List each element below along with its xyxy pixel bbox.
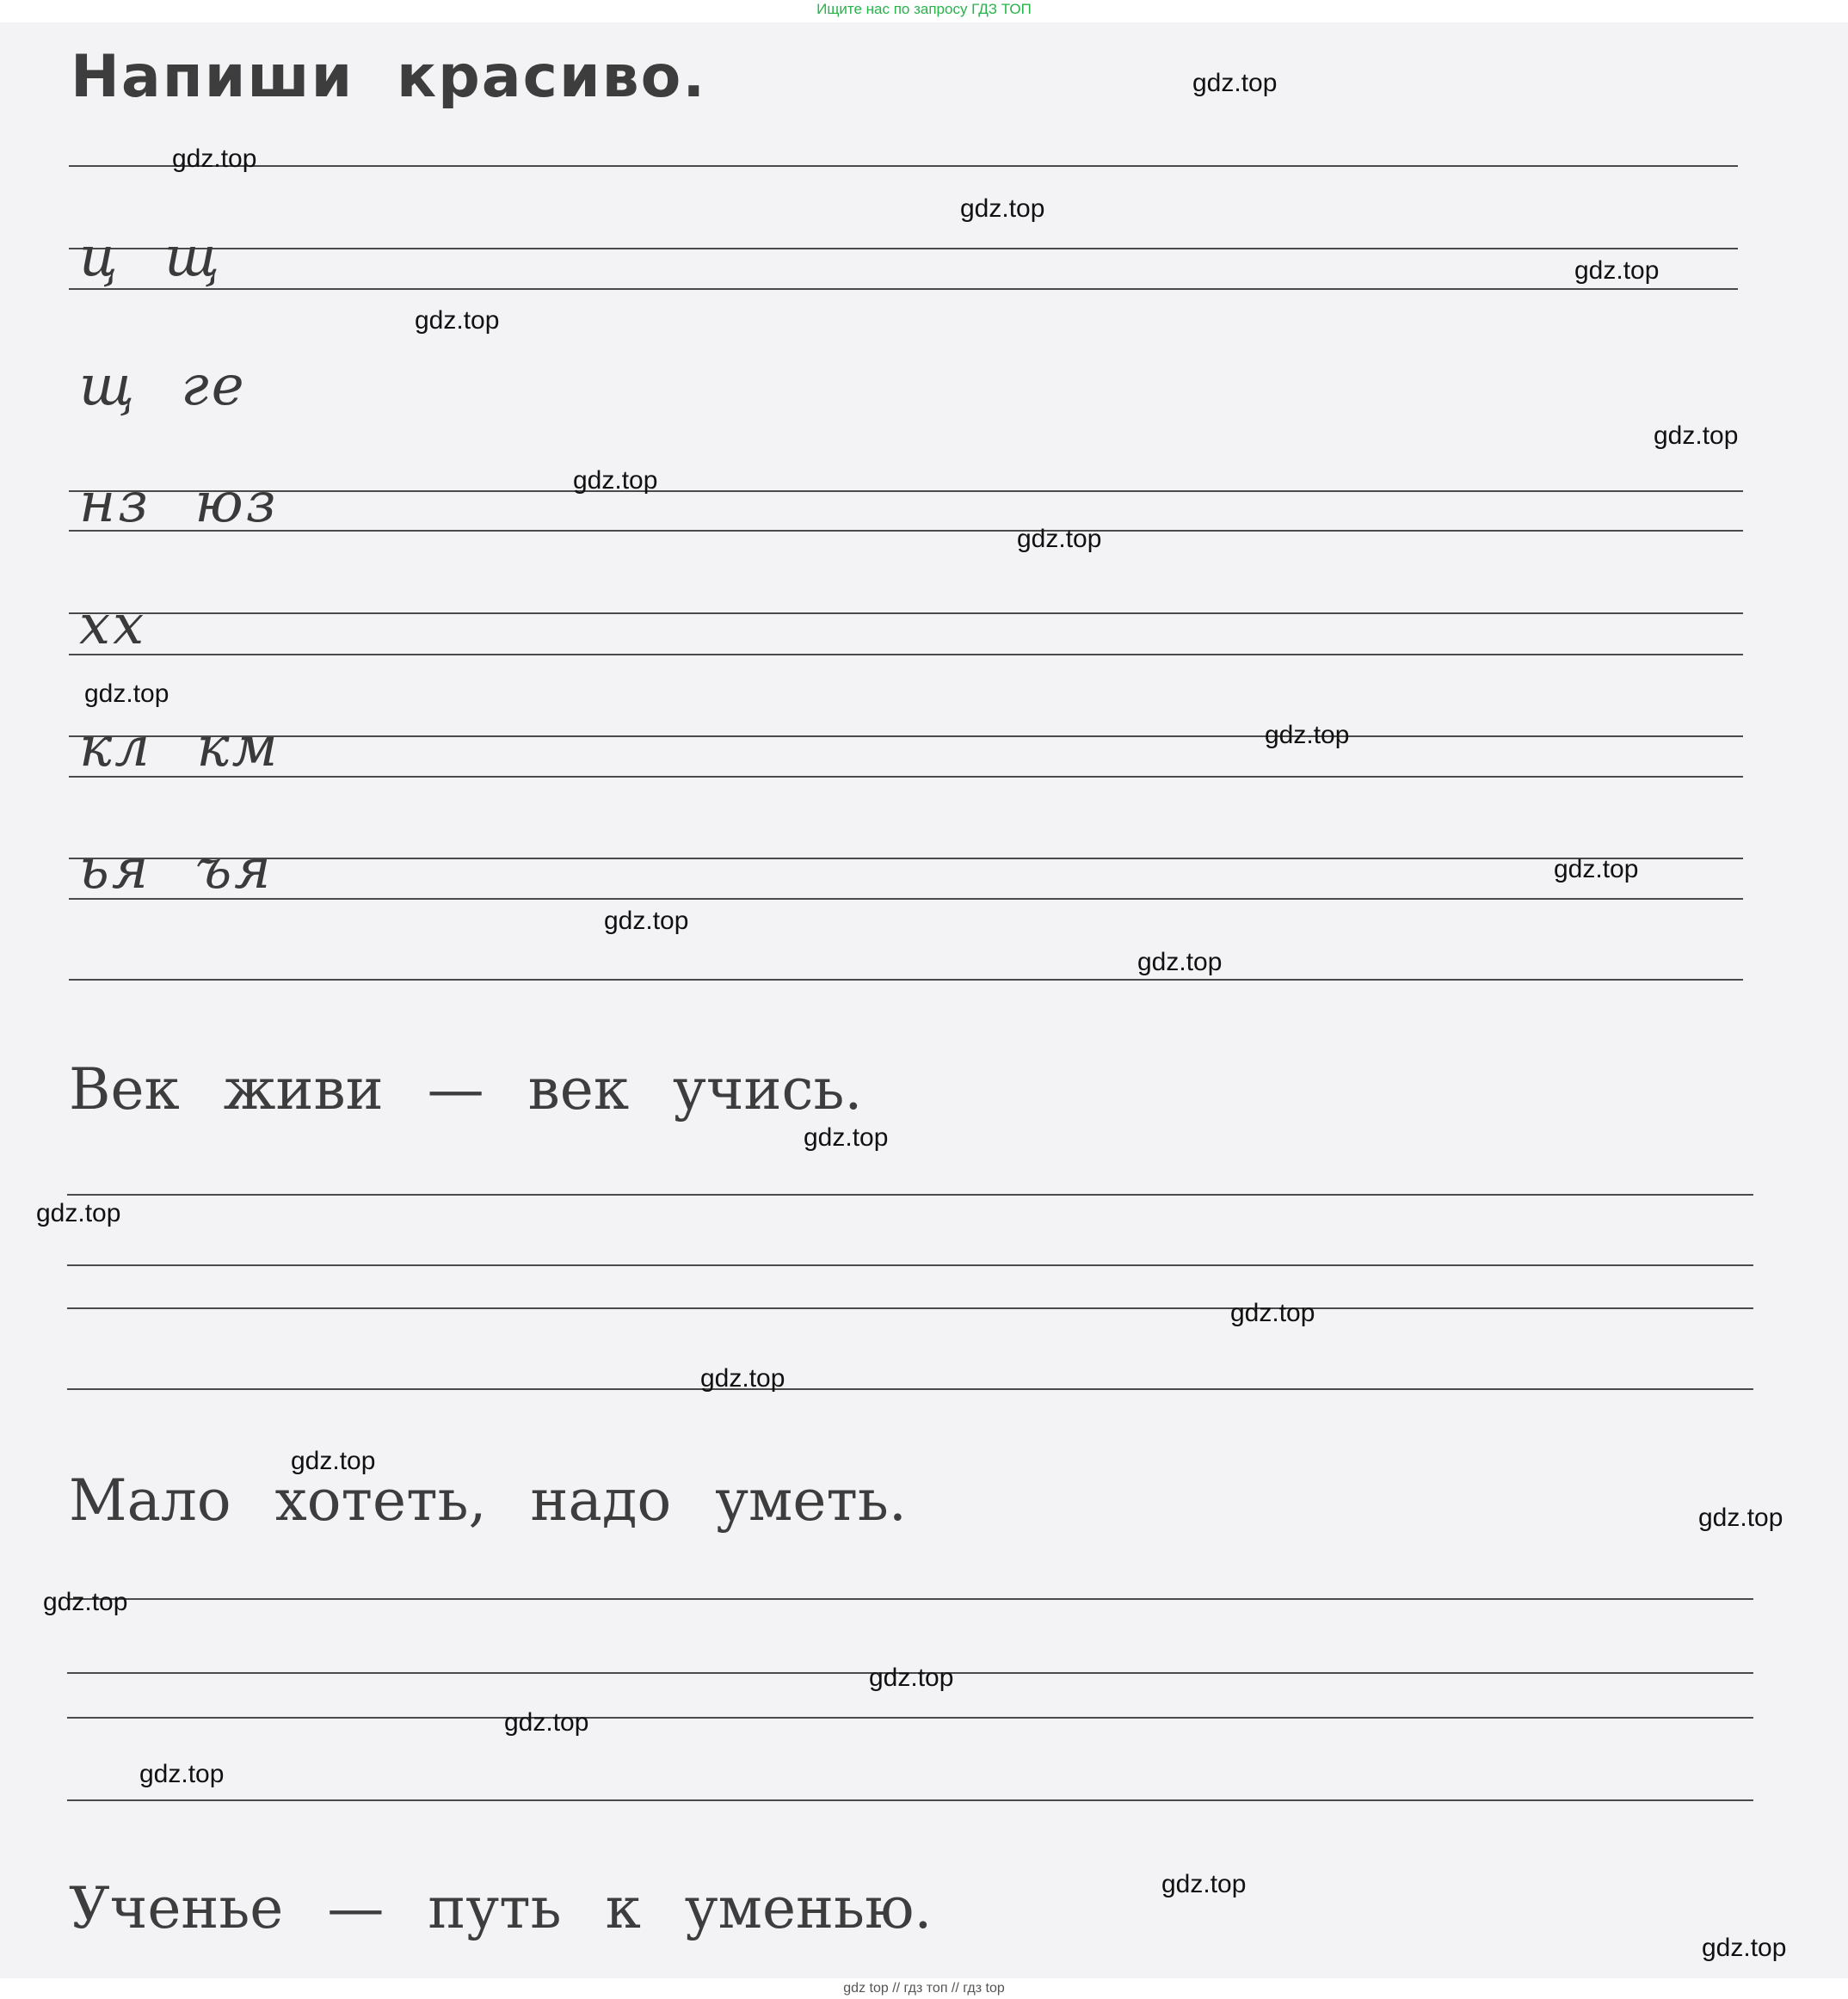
writing-line <box>67 1598 1753 1600</box>
watermark: gdz.top <box>291 1447 376 1475</box>
bottom-banner[interactable]: gdz top // гдз топ // гдз top <box>0 1978 1848 1999</box>
watermark: gdz.top <box>1230 1299 1315 1327</box>
watermark: gdz.top <box>1702 1934 1787 1962</box>
watermark: gdz.top <box>1192 69 1278 97</box>
watermark: gdz.top <box>504 1708 589 1737</box>
writing-line <box>69 530 1743 532</box>
writing-line <box>69 490 1743 492</box>
letter-pair-sample: хх <box>79 594 147 657</box>
writing-line <box>69 248 1738 249</box>
letter-pair-sample: ья ъя <box>79 838 274 901</box>
letter-pair-sample: нз юз <box>79 471 279 535</box>
letter-pair-sample: кл км <box>79 716 280 779</box>
top-banner[interactable]: Ищите нас по запросу ГДЗ ТОП <box>0 0 1848 22</box>
writing-line <box>69 858 1743 859</box>
writing-line <box>67 1307 1753 1309</box>
watermark: gdz.top <box>1698 1504 1783 1532</box>
watermark: gdz.top <box>1017 525 1102 553</box>
watermark: gdz.top <box>700 1364 785 1393</box>
proverb-text: Век живи — век учись. <box>69 1056 863 1123</box>
writing-line <box>69 776 1743 778</box>
writing-line <box>67 1799 1753 1801</box>
writing-line <box>69 288 1738 290</box>
letter-pair-sample: ц щ <box>79 225 223 289</box>
watermark: gdz.top <box>804 1123 889 1152</box>
writing-line <box>67 1194 1753 1196</box>
writing-line <box>69 898 1743 900</box>
writing-line <box>69 612 1743 614</box>
writing-line <box>69 979 1743 981</box>
page-title: Напиши красиво. <box>71 43 707 111</box>
watermark: gdz.top <box>172 145 257 173</box>
watermark: gdz.top <box>43 1588 128 1616</box>
watermark: gdz.top <box>84 680 169 708</box>
proverb-text: Мало хотеть, надо уметь. <box>69 1467 907 1534</box>
writing-line <box>67 1264 1753 1266</box>
writing-line <box>67 1717 1753 1719</box>
watermark: gdz.top <box>573 466 658 495</box>
writing-line <box>67 1388 1753 1390</box>
proverb-text: Ученье — путь к уменью. <box>69 1875 933 1941</box>
watermark: gdz.top <box>1574 256 1660 285</box>
watermark: gdz.top <box>1137 948 1223 976</box>
writing-line <box>69 165 1738 167</box>
writing-line <box>69 735 1743 737</box>
watermark: gdz.top <box>1161 1870 1247 1898</box>
watermark: gdz.top <box>1554 855 1639 883</box>
watermark: gdz.top <box>415 306 500 335</box>
watermark: gdz.top <box>869 1664 954 1692</box>
watermark: gdz.top <box>604 907 689 935</box>
writing-line <box>69 654 1743 655</box>
watermark: gdz.top <box>1654 421 1739 450</box>
watermark: gdz.top <box>1265 721 1350 749</box>
watermark: gdz.top <box>36 1199 121 1227</box>
letter-pair-sample: щ ге <box>79 354 247 418</box>
watermark: gdz.top <box>139 1760 225 1788</box>
watermark: gdz.top <box>960 194 1045 223</box>
